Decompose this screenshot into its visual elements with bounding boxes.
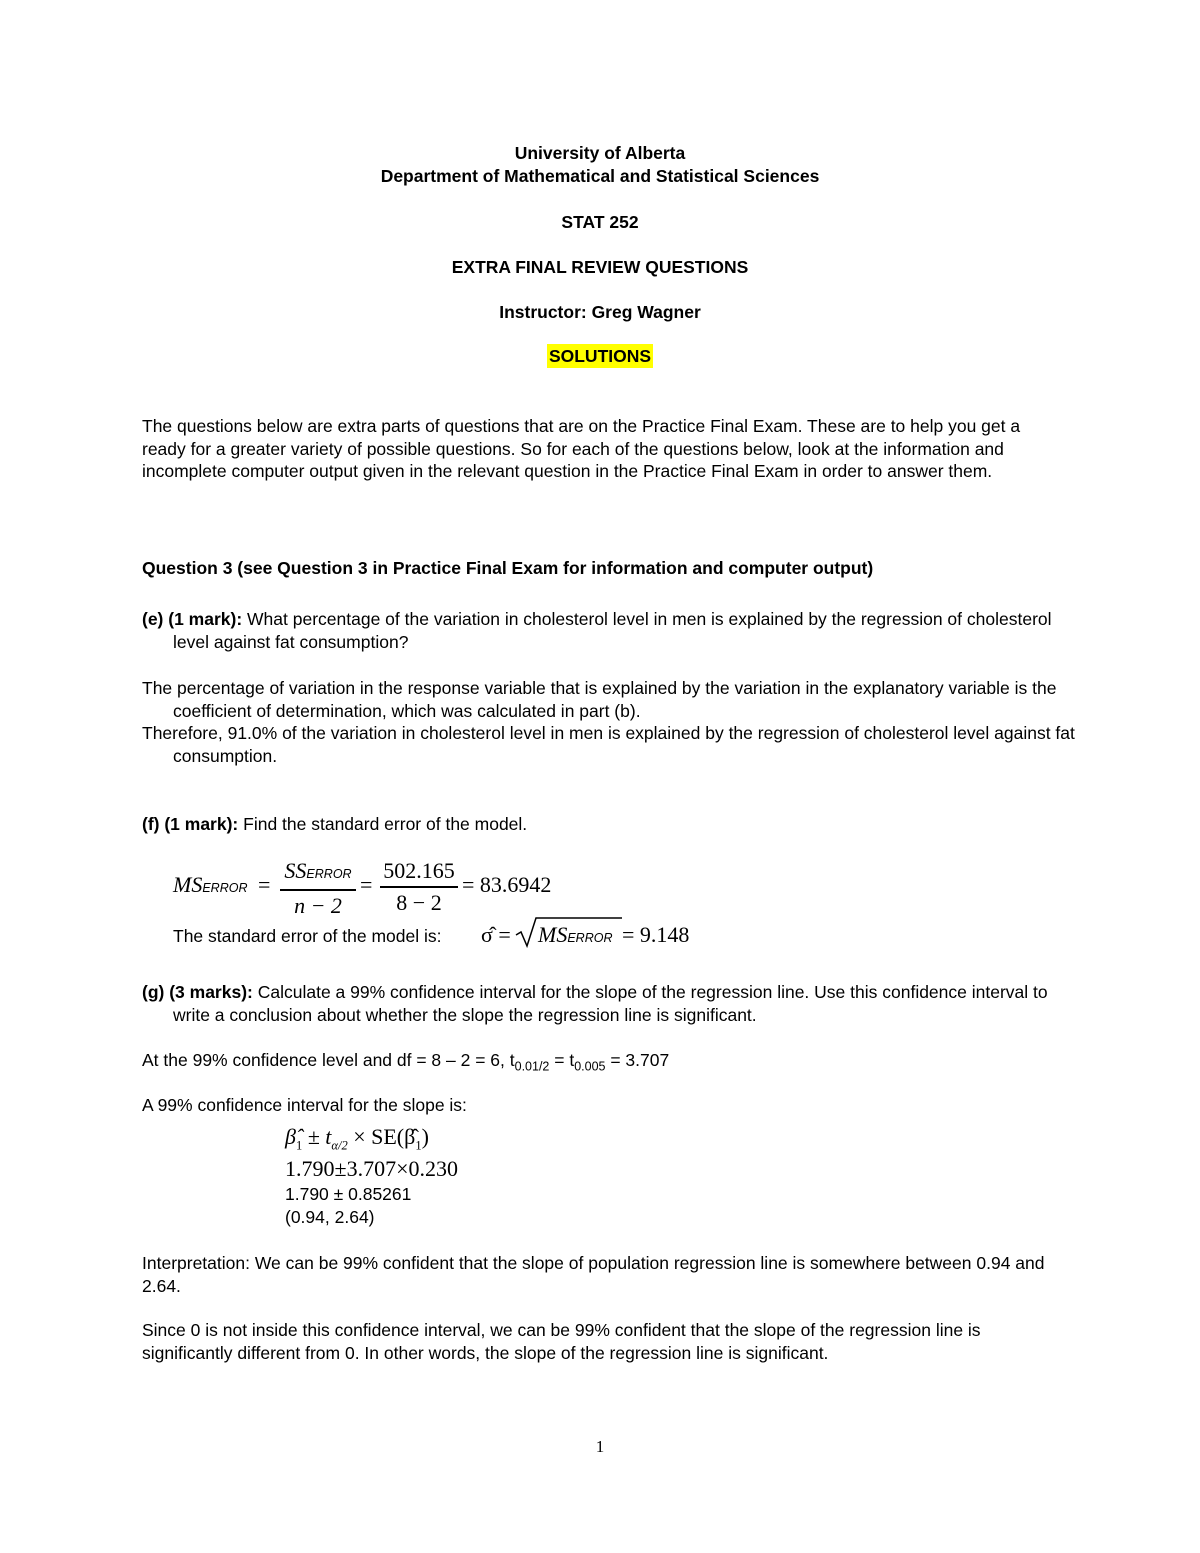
alpha-sub: α/2: [331, 1138, 348, 1153]
part-g-question: [142, 981, 1078, 1026]
fraction-2-numerator: 502.165: [383, 858, 455, 883]
instructor-name: Instructor: Greg Wagner: [499, 302, 701, 322]
part-e-text: What percentage of the variation in cholesterol level in men is explained by the regression of cholesterol level against fat consumption?: [173, 609, 1052, 652]
df-line-mid: = t: [549, 1050, 575, 1070]
part-e-answer-2: Therefore, 91.0% of the variation in cholesterol level in men is explained by the regression of cholesterol level against fat consumption.: [142, 723, 1075, 766]
sqrt-ms-text: MS: [538, 922, 568, 947]
fraction-1-numerator: [284, 858, 351, 887]
ci-calc-line: 1.790±3.707×0.230: [285, 1156, 458, 1181]
fraction-502-over-6: [380, 858, 458, 916]
part-e-label: (e) (1 mark):: [142, 609, 243, 629]
sigma-hat: σ̂ =: [481, 922, 511, 947]
part-g-text: Calculate a 99% confidence interval for the slope of the regression line. Use this confidence interval to write a conclusion about whether the slope the regression line is significant.: [173, 982, 1048, 1025]
df-line: [142, 1049, 1062, 1078]
part-e-answer-1: The percentage of variation in the response variable that is explained by the variation in the explanatory variable is the coefficient of determination, which was calculated in part (b).: [142, 678, 1057, 721]
part-e-question: [142, 608, 1078, 653]
ci-interval: (0.94, 2.64): [285, 1207, 375, 1227]
ms-text: MS: [173, 872, 203, 897]
ss-text: SS: [284, 858, 307, 883]
pm-t: ± t: [302, 1124, 332, 1149]
beta-hat-1: β̂: [285, 1124, 296, 1149]
part-f-text: Find the standard error of the model.: [238, 814, 528, 834]
fraction-1-bar: [280, 889, 356, 891]
document-title: EXTRA FINAL REVIEW QUESTIONS: [451, 257, 749, 277]
sqrt-ms-error: [538, 922, 612, 948]
part-f-question: [142, 813, 1062, 836]
ms-error-symbol: [173, 872, 247, 898]
df-line-pre: At the 99% confidence level and df = 8 – 2 = 6, t: [142, 1050, 515, 1070]
interpretation: Interpretation: We can be 99% confident that the slope of population regression line is somewhere between 0.94 and 2.64.: [142, 1253, 1045, 1296]
conclusion: Since 0 is not inside this confidence interval, we can be 99% confident that the slope of the regression line is significantly different from 0. In other words, the slope of the regression line is significant.: [142, 1320, 981, 1363]
sqrt-error-subscript: ERROR: [567, 931, 613, 945]
university-name: University of Alberta: [514, 143, 686, 163]
close-paren: ): [421, 1124, 429, 1149]
error-subscript: ERROR: [202, 881, 248, 895]
se-beta: × SE(β̂: [347, 1124, 416, 1149]
equals-2: =: [360, 872, 373, 897]
course-code: STAT 252: [561, 212, 639, 232]
part-g-label: (g) (3 marks):: [142, 982, 253, 1002]
department-name: Department of Mathematical and Statistical Sciences: [380, 166, 820, 186]
ss-error-subscript: ERROR: [306, 867, 352, 881]
page-number: 1: [595, 1437, 605, 1456]
part-f-label: (f) (1 mark):: [142, 814, 239, 834]
ci-pm-line: 1.790 ± 0.85261: [285, 1184, 412, 1204]
fraction-1-denominator: n − 2: [294, 892, 342, 918]
se-result: = 9.148: [622, 922, 690, 947]
df-line-end: = 3.707: [605, 1050, 670, 1070]
beta-sub-2: 1: [415, 1138, 422, 1153]
fraction-ss-over-n: [280, 858, 356, 919]
intro-paragraph: The questions below are extra parts of questions that are on the Practice Final Exam. These are to help you get a ready for a greater variety of possible questions. So for each of the questions below, look at the information and incomplete computer output given in the relevant question in the Practice Final Exam in order to answer them.: [142, 416, 1021, 481]
ci-intro: A 99% confidence interval for the slope is:: [142, 1095, 467, 1115]
solutions-label-wrap: [0, 346, 1200, 367]
fraction-2-bar: [380, 886, 458, 888]
equals-1: =: [258, 872, 271, 897]
ci-formula: [285, 1124, 429, 1153]
df-sub-1: 0.01/2: [514, 1059, 550, 1074]
se-label: The standard error of the model is:: [173, 926, 442, 946]
fraction-2-denominator: 8 − 2: [396, 889, 442, 915]
beta-sub-1: 1: [295, 1138, 303, 1153]
question3-heading: Question 3 (see Question 3 in Practice Final Exam for information and computer output): [142, 558, 874, 578]
df-sub-2: 0.005: [574, 1059, 606, 1074]
solutions-label: SOLUTIONS: [548, 346, 652, 366]
ms-error-result: = 83.6942: [462, 872, 552, 897]
